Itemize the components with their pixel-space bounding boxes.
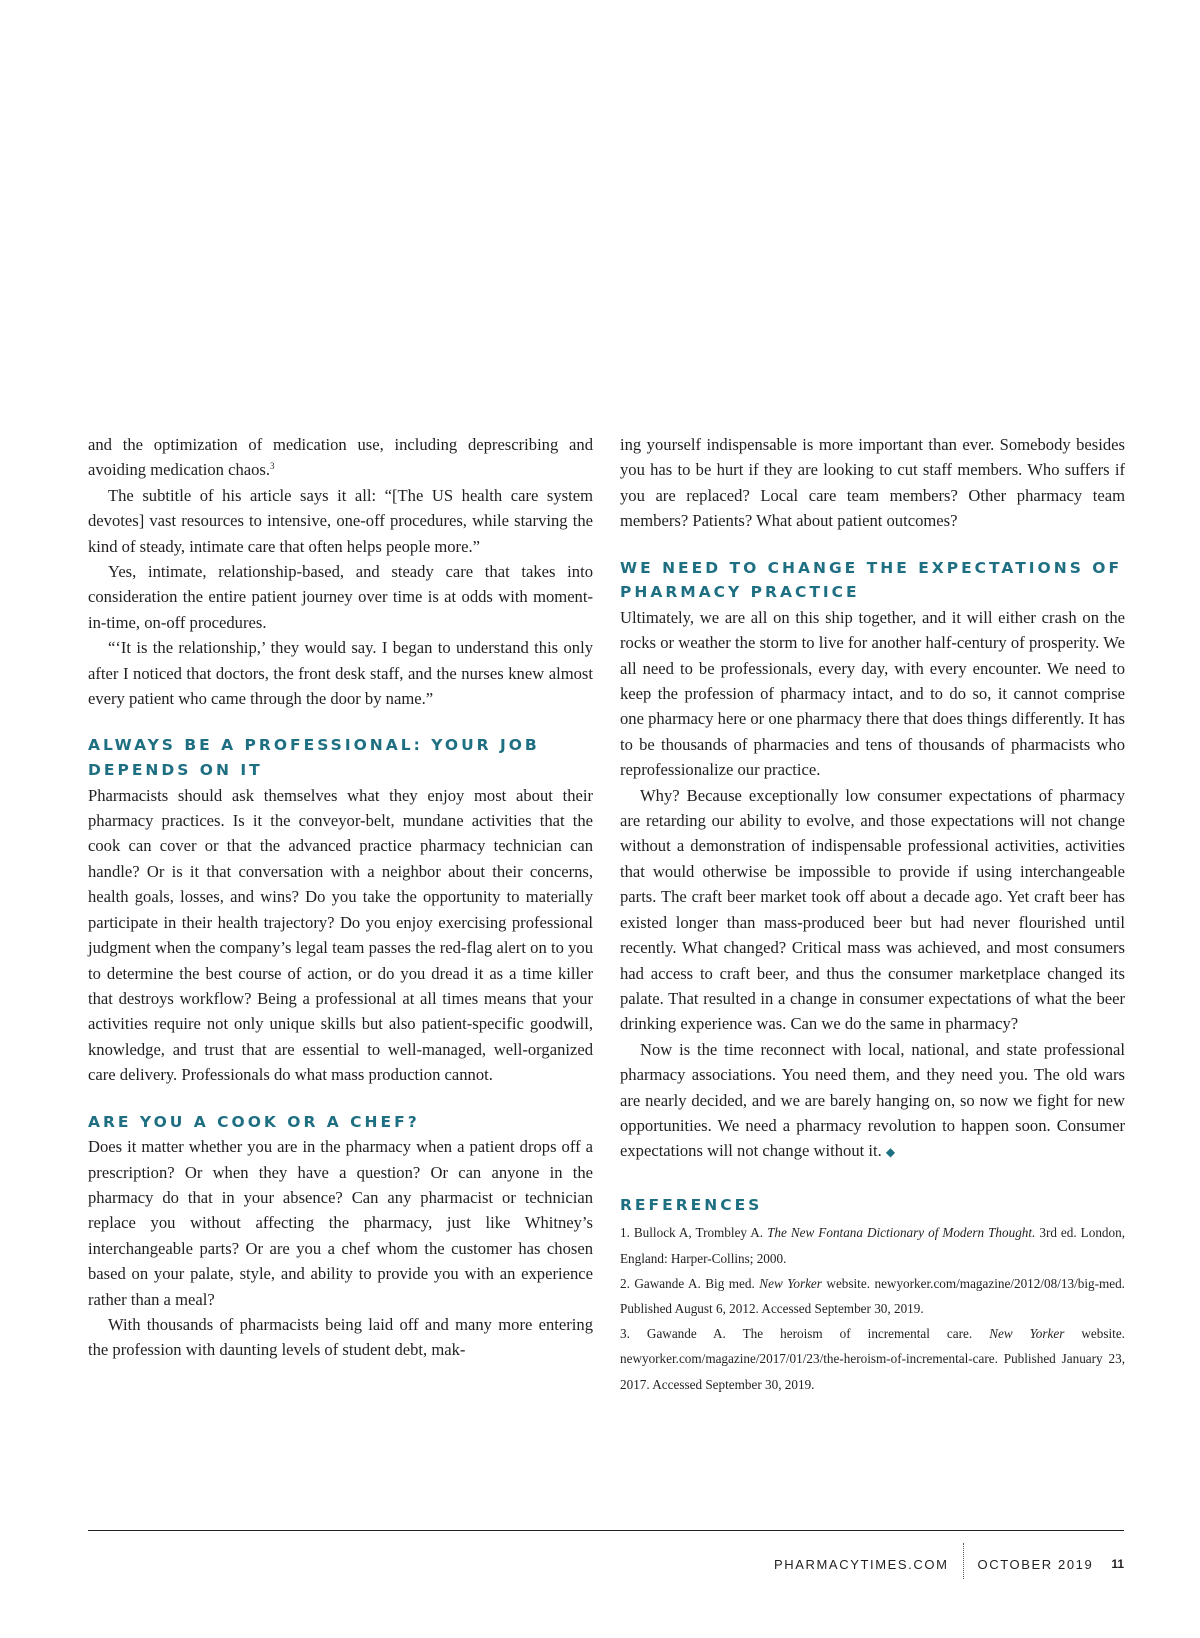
- body-paragraph: ing yourself indispensable is more important than ever. Somebody besides you has to be hurt if they are looking to cut staff members. Who suffers if you are replaced? Local care team members? Other pharmacy team members? Patients? What about patient outcomes?: [620, 435, 1125, 531]
- reference-text: 3. Gawande A. The heroism of incremental care.: [620, 1326, 990, 1342]
- reference-text: 2. Gawande A. Big med.: [620, 1275, 760, 1291]
- footer-site: PHARMACYTIMES.COM: [773, 1556, 949, 1572]
- page-number: 11: [1111, 1557, 1124, 1571]
- page-footer: [774, 1549, 1124, 1579]
- reference-item: [620, 1220, 1125, 1270]
- footnote-marker: 3: [270, 461, 275, 472]
- footer-separator: [963, 1543, 964, 1579]
- footer-date: OCTOBER 2019: [977, 1556, 1094, 1572]
- body-paragraph: [620, 1037, 1125, 1166]
- reference-text: 3rd ed. London, England: Harper-Collins; 2000.: [620, 1225, 1125, 1266]
- reference-text: website. newyorker.com/magazine/2017/01/23/the-heroism-of-incremental-care. Published January 23, 2017. Accessed September 30, 2019.: [620, 1326, 1125, 1392]
- reference-title: New Yorker: [989, 1326, 1065, 1342]
- section-heading: ARE YOU A COOK OR A CHEF?: [88, 1112, 420, 1131]
- end-of-article-icon: ◆: [885, 1145, 896, 1160]
- reference-text: website. newyorker.com/magazine/2012/08/13/big-med. Published August 6, 2012. Accessed September 30, 2019.: [620, 1275, 1125, 1316]
- reference-item: [620, 1271, 1125, 1321]
- left-column: [88, 432, 593, 1363]
- body-paragraph: Why? Because exceptionally low consumer expectations of pharmacy are retarding our ability to evolve, and those expectations will not change without a demonstration of indispensable professional activities, activities that would otherwise be impossible to provide if using interchangeable parts. The craft beer market took off about a decade ago. Yet craft beer has existed longer than mass-produced beer but had never flourished until recently. What changed? Critical mass was achieved, and most consumers had access to craft beer, and thus the consumer marketplace changed its palate. That resulted in a change in consumer expectations of what the beer drinking experience was. Can we do the same in pharmacy?: [620, 785, 1125, 1034]
- section-heading: WE NEED TO CHANGE THE EXPECTATIONS OF PHARMACY PRACTICE: [620, 558, 1123, 602]
- body-paragraph: Ultimately, we are all on this ship together, and it will either crash on the rocks or weather the storm to live for another half-century of prosperity. We all need to be professionals, every day, with every encounter. We need to keep the profession of pharmacy intact, and to do so, it cannot comprise one pharmacy here or one pharmacy there that does things differently. It has to be thousands of pharmacies and tens of thousands of pharmacists who reprofessionalize our practice.: [620, 607, 1125, 780]
- body-paragraph: Does it matter whether you are in the pharmacy when a patient drops off a prescription? Or when they have a question? Or can anyone in the pharmacy do that in your absence? Can any pharmacist or technician replace you without affecting the pharmacy, just like Whitney’s interchangeable parts? Or are you a chef whom the customer has chosen based on your palate, style, and ability to provide you with an experience rather than a meal?: [88, 1137, 593, 1309]
- body-paragraph: Yes, intimate, relationship-based, and steady care that takes into consideration the entire patient journey over time is at odds with moment-in-time, on-off procedures.: [88, 562, 593, 632]
- body-paragraph: Pharmacists should ask themselves what they enjoy most about their pharmacy practices. Is it the conveyor-belt, mundane activities that the cook can cover or that the advanced practice pharmacy technician can handle? Or is it that conversation with a neighbor about their concerns, health goals, losses, and wins? Do you take the opportunity to materially participate in their health trajectory? Do you enjoy exercising professional judgment when the company’s legal team passes the red-flag alert on to you to determine the best course of action, or do you dread it as a time killer that destroys workflow? Being a professional at all times means that your activities require not only unique skills but also patient-specific goodwill, knowledge, and trust that are essential to well-managed, well-organized care delivery. Professionals do what mass production cannot.: [88, 785, 593, 1085]
- reference-item: [620, 1321, 1125, 1397]
- reference-text: 1. Bullock A, Trombley A.: [620, 1225, 768, 1241]
- body-paragraph: The subtitle of his article says it all: “[The US health care system devotes] vast resources to intensive, one-off procedures, while starving the kind of steady, intimate care that often helps people more.”: [88, 485, 593, 556]
- reference-title: New Yorker: [759, 1275, 822, 1291]
- reference-title: The New Fontana Dictionary of Modern Thought.: [767, 1225, 1036, 1241]
- references-list: [620, 1220, 1125, 1396]
- right-column: [620, 432, 1125, 1397]
- section-heading: ALWAYS BE A PROFESSIONAL: YOUR JOB DEPENDS ON IT: [88, 736, 540, 780]
- paragraph-text: and the optimization of medication use, including deprescribing and avoiding medication chaos.: [88, 435, 593, 480]
- paragraph-text: Now is the time reconnect with local, national, and state professional pharmacy associations. You need them, and they need you. The old wars are nearly decided, and we are barely hanging on, so now we fight for new opportunities. We need a pharmacy revolution to happen soon. Consumer expectations will not change without it.: [620, 1039, 1125, 1161]
- body-paragraph: [88, 432, 593, 483]
- body-paragraph: “‘It is the relationship,’ they would say. I began to understand this only after I noticed that doctors, the front desk staff, and the nurses knew almost every patient who came through the door by name.”: [88, 638, 593, 709]
- footer-divider: [88, 1530, 1124, 1531]
- references-heading: REFERENCES: [620, 1195, 763, 1214]
- body-paragraph: With thousands of pharmacists being laid off and many more entering the profession with daunting levels of student debt, mak-: [88, 1314, 593, 1360]
